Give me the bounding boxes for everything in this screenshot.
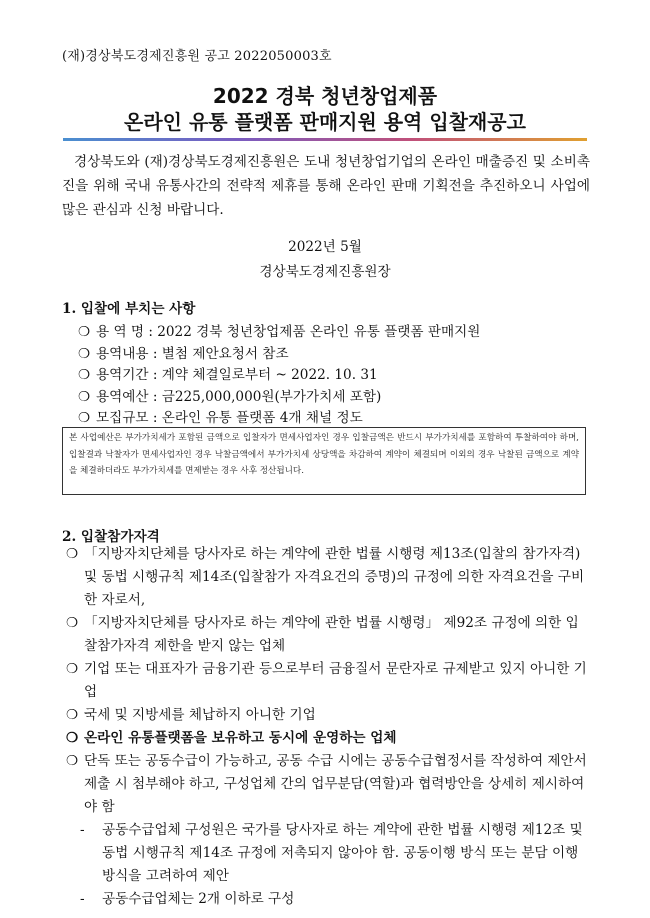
- dash-icon: -: [80, 891, 85, 907]
- list-item-text: 용역내용 : 별첨 제안요청서 참조: [96, 345, 289, 362]
- list-item: [66, 750, 590, 819]
- list-item: [66, 704, 590, 727]
- page-title-line2: 온라인 유통 플랫폼 판매지원 용역 입찰재공고: [124, 110, 526, 134]
- list-item: [66, 658, 590, 704]
- section1-title: 1. 입찰에 부치는 사항: [62, 301, 196, 317]
- list-item: [78, 363, 480, 385]
- budget-note-box: 본 사업예산은 부가가치세가 포함된 금액으로 입찰자가 면세사업자인 경우 입찰금액은 반드시 부가가치세를 포함하여 투찰하여야 하며, 입찰결과 낙찰자가 면세사업자인 경우 낙찰금액에서 부가가치세 상당액을 차감하여 계약이 체결되며 이외의 경우 낙찰된 금액으로 계약을 체결하더라도 부가가치세를 면제받는 경우 사후 정산됩니다.: [62, 427, 586, 495]
- list-item: [66, 543, 590, 612]
- notice-number: (재)경상북도경제진흥원 공고 2022050003호: [62, 49, 332, 64]
- bullet-circle-icon: ❍: [78, 367, 91, 383]
- section1-list: [78, 320, 480, 428]
- bullet-circle-icon: ❍: [78, 345, 91, 362]
- list-item-text: 온라인 유통플랫폼을 보유하고 동시에 운영하는 업체: [84, 730, 397, 746]
- list-item: [78, 406, 480, 428]
- bullet-circle-icon: ❍: [78, 388, 91, 405]
- sub-list-item-text: 공동수급업체 구성원은 국가를 당사자로 하는 계약에 관한 법률 시행령 제12조 및 동법 시행규칙 제14조 규정에 저촉되지 않아야 함. 공동이행 방식 또는 분담 이행 방식을 고려하여 제안: [102, 822, 583, 884]
- list-item-text: 용 역 명 : 2022 경북 청년창업제품 온라인 유통 플랫폼 판매지원: [96, 324, 481, 340]
- bullet-circle-icon: ❍: [66, 730, 79, 746]
- sub-list-item: [66, 888, 590, 911]
- bullet-circle-icon: ❍: [66, 661, 79, 677]
- section2-title: 2. 입찰참가자격: [62, 529, 160, 545]
- section2-list: [66, 543, 590, 911]
- list-item-text: 기업 또는 대표자가 금융기관 등으로부터 금융질서 문란자로 규제받고 있지 아니한 기업: [84, 661, 587, 700]
- list-item-text: 용역기간 : 계약 체결일로부터 ~ 2022. 10. 31: [96, 367, 378, 383]
- notice-date: 2022년 5월: [288, 239, 362, 255]
- list-item-text: 단독 또는 공동수급이 가능하고, 공동 수급 시에는 공동수급협정서를 작성하여 제안서 제출 시 첨부해야 하고, 구성업체 간의 업무분담(역할)과 협력방안을 상세히 제시하여야 함: [84, 753, 587, 815]
- sub-list-item-text: 공동수급업체는 2개 이하로 구성: [102, 891, 295, 907]
- list-item: [66, 727, 590, 750]
- bullet-circle-icon: ❍: [66, 753, 79, 769]
- list-item-text: 모집규모 : 온라인 유통 플랫폼 4개 채널 정도: [96, 410, 363, 426]
- list-item-text: 「지방자치단체를 당사자로 하는 계약에 관한 법률 시행령 제13조(입찰의 참가자격) 및 동법 시행규칙 제14조(입찰참가 자격요건의 증명)의 규정에 의한 자격요건을 구비한 자로서,: [84, 546, 585, 608]
- intro-text: 경상북도와 (재)경상북도경제진흥원은 도내 청년창업기업의 온라인 매출증진 및 소비촉진을 위해 국내 유통사간의 전략적 제휴를 통해 온라인 판매 기획전을 추진하오니 사업에 많은 관심과 신청 바랍니다.: [62, 154, 590, 218]
- list-item-text: 용역예산 : 금225,000,000원(부가가치세 포함): [96, 388, 382, 405]
- bullet-circle-icon: ❍: [66, 615, 79, 631]
- list-item: [66, 612, 590, 658]
- page-title-line1: 2022 경북 청년창업제품: [212, 84, 438, 108]
- title-divider: [63, 138, 587, 141]
- bullet-circle-icon: ❍: [78, 324, 91, 340]
- intro-paragraph: [62, 150, 590, 222]
- list-item: [78, 385, 480, 407]
- dash-icon: -: [80, 822, 85, 838]
- signatory: 경상북도경제진흥원장: [259, 264, 391, 280]
- list-item-text: 국세 및 지방세를 체납하지 아니한 기업: [84, 707, 316, 723]
- list-item: [78, 342, 480, 364]
- list-item: [78, 320, 480, 342]
- list-item-text: 「지방자치단체를 당사자로 하는 계약에 관한 법률 시행령」 제92조 규정에 의한 입찰참가자격 제한을 받지 않는 업체: [84, 615, 579, 654]
- bullet-circle-icon: ❍: [66, 546, 79, 562]
- bullet-circle-icon: ❍: [66, 707, 79, 723]
- sub-list-item: [66, 819, 590, 888]
- bullet-circle-icon: ❍: [78, 410, 91, 426]
